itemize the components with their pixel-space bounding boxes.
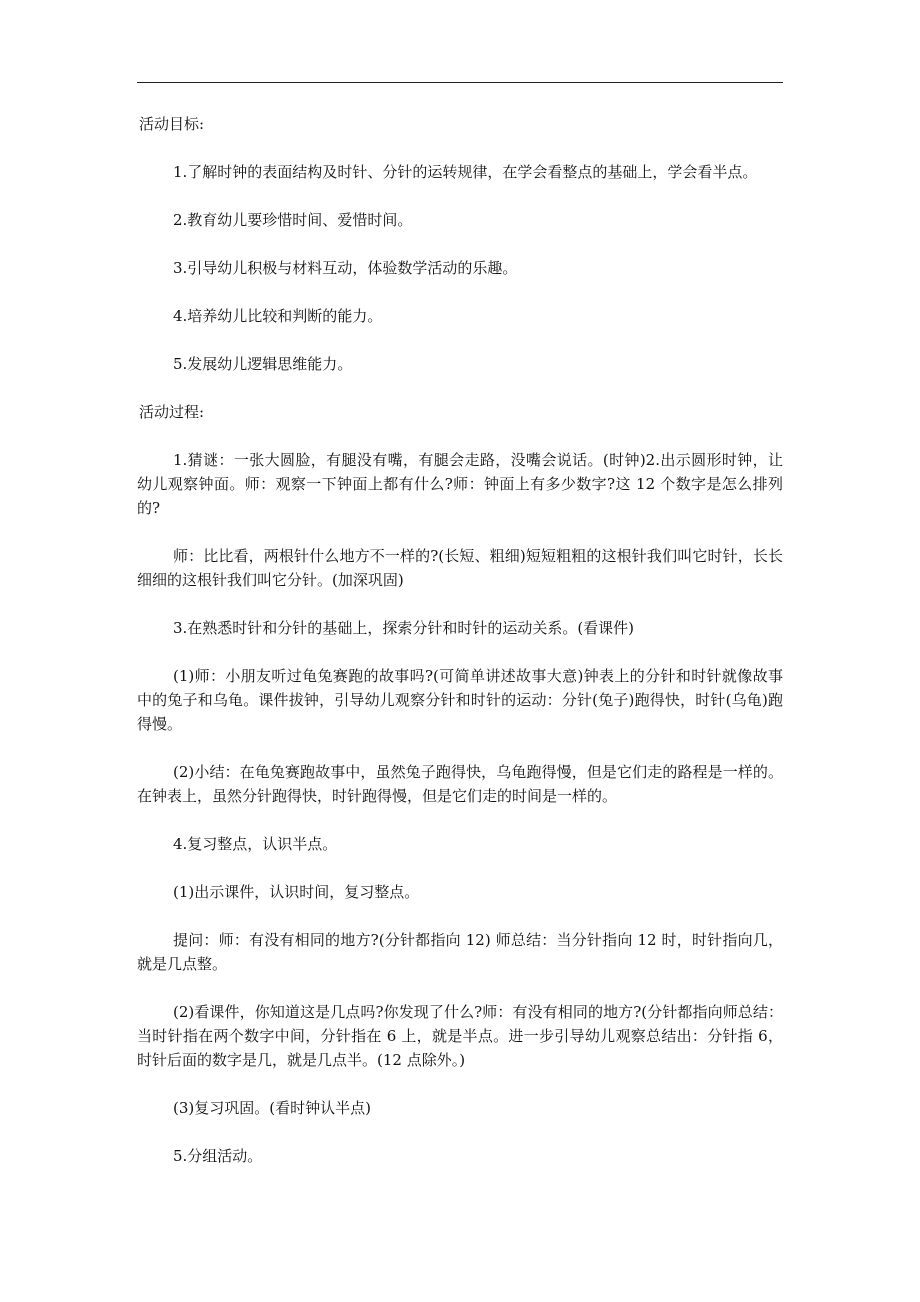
goal-item-3: 3.引导幼儿积极与材料互动，体验数学活动的乐趣。 — [173, 259, 518, 277]
process-step-5: (2)小结：在龟兔赛跑故事中，虽然兔子跑得快，乌龟跑得慢，但是它们走的路程是一样的。在钟表上，虽然分针跑得快，时针跑得慢，但是它们走的时间是一样的。 — [137, 763, 783, 805]
process-step-4: (1)师：小朋友听过龟兔赛跑的故事吗?(可简单讲述故事大意)钟表上的分针和时针就像故事中的兔子和乌龟。课件拔钟，引导幼儿观察分针和时针的运动：分针(兔子)跑得快，时针(乌龟)跑得慢。 — [137, 667, 783, 733]
header-rule — [137, 82, 783, 83]
goal-item-4: 4.培养幼儿比较和判断的能力。 — [173, 307, 383, 325]
process-step-7: (1)出示课件，认识时间，复习整点。 — [173, 883, 420, 901]
goals-heading: 活动目标: — [139, 115, 205, 133]
process-step-9: (2)看课件，你知道这是几点吗?你发现了什么?师：有没有相同的地方?(分针都指向师总结：当时针指在两个数字中间，分针指在 6 上，就是半点。进一步引导幼儿观察总结出：分针指 6，时针后面的数字是几，就是几点半。(12 点除外。) — [137, 1003, 783, 1069]
process-step-6: 4.复习整点，认识半点。 — [173, 835, 338, 853]
goal-item-1: 1.了解时钟的表面结构及时针、分针的运转规律，在学会看整点的基础上，学会看半点。 — [173, 163, 758, 181]
goal-item-5: 5.发展幼儿逻辑思维能力。 — [173, 355, 353, 373]
process-step-8: 提问：师：有没有相同的地方?(分针都指向 12) 师总结：当分针指向 12 时，时针指向几，就是几点整。 — [137, 931, 783, 973]
process-heading: 活动过程: — [139, 403, 205, 421]
process-step-10: (3)复习巩固。(看时钟认半点) — [173, 1099, 371, 1117]
process-step-2: 师：比比看，两根针什么地方不一样的?(长短、粗细)短短粗粗的这根针我们叫它时针，长长细细的这根针我们叫它分针。(加深巩固) — [137, 547, 783, 589]
process-step-1: 1.猜谜：一张大圆脸，有腿没有嘴，有腿会走路，没嘴会说话。(时钟)2.出示圆形时钟，让幼儿观察钟面。师：观察一下钟面上都有什么?师：钟面上有多少数字?这 12 个数字是怎么排列的? — [137, 451, 783, 517]
process-step-11: 5.分组活动。 — [173, 1147, 263, 1165]
process-step-3: 3.在熟悉时针和分针的基础上，探索分针和时针的运动关系。(看课件) — [173, 619, 635, 637]
document-body — [137, 112, 783, 1192]
goal-item-2: 2.教育幼儿要珍惜时间、爱惜时间。 — [173, 211, 413, 229]
